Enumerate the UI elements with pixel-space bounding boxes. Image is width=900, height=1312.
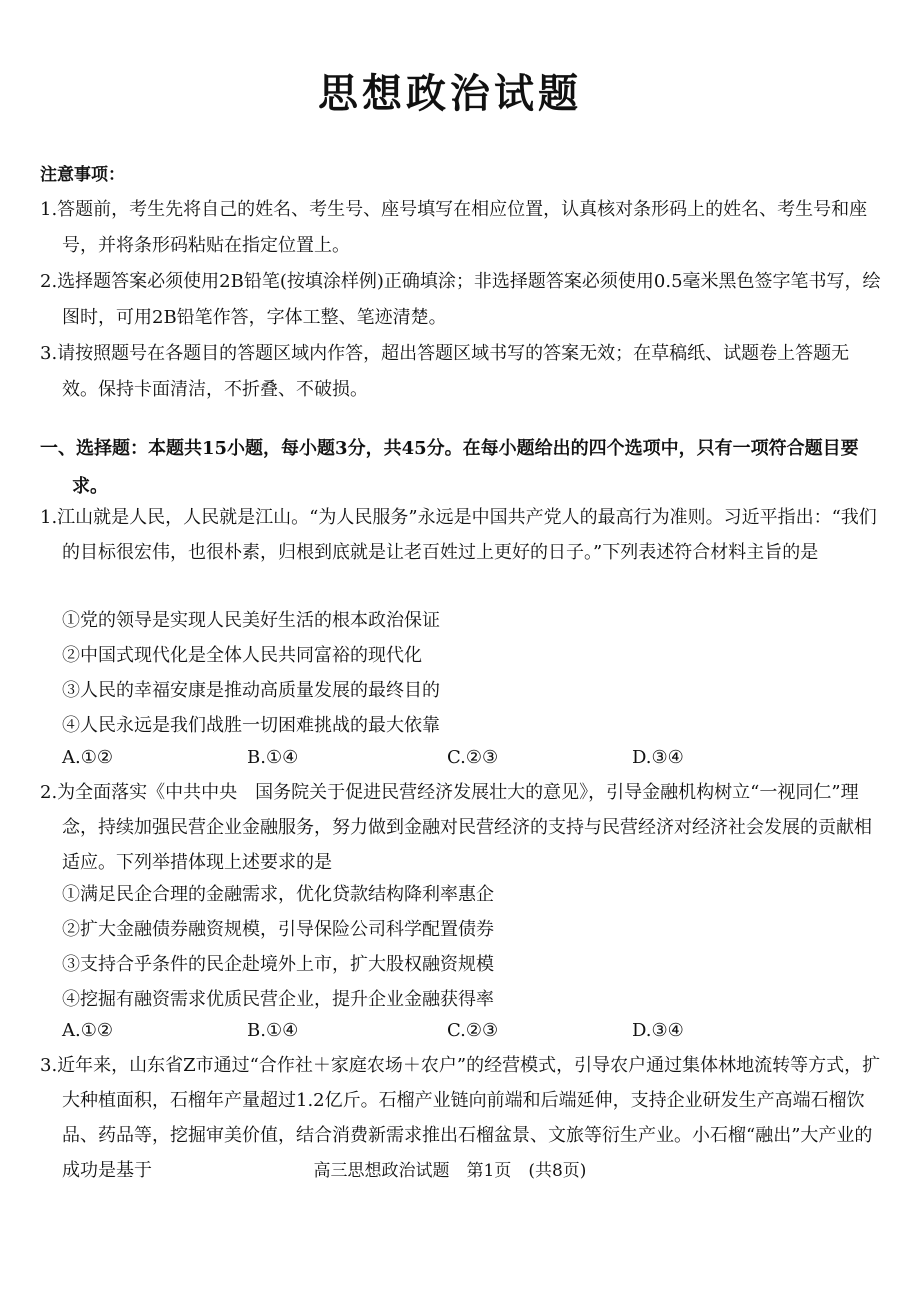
notice-item-1: 1.答题前，考生先将自己的姓名、考生号、座号填写在相应位置，认真核对条形码上的姓名、考生号和座号，并将条形码粘贴在指定位置上。: [40, 199, 868, 256]
notice-item-2: 2.选择题答案必须使用2B铅笔(按填涂样例)正确填涂；非选择题答案必须使用0.5毫米黑色签字笔书写，绘图时，可用2B铅笔作答，字体工整、笔迹清楚。: [40, 271, 881, 328]
question-3-stem: 3.近年来，山东省Z市通过“合作社＋家庭农场＋农户”的经营模式，引导农户通过集体林地流转等方式，扩大种植面积，石榴年产量超过1.2亿斤。石榴产业链向前端和后端延伸，支持企业研发生产高端石榴饮品、药品等，挖掘审美价值，结合消费新需求推出石榴盆景、文旅等衍生产业。小石榴“融出”大产业的成功是基于: [40, 1055, 881, 1181]
question-1-options: [62, 603, 862, 743]
page-title: 思想政治试题: [318, 70, 582, 117]
question-2-choice-c: C.②③: [447, 1020, 499, 1041]
question-1-option-1: ①党的领导是实现人民美好生活的根本政治保证: [62, 610, 440, 631]
question-1-choices: [62, 740, 862, 775]
question-2-choices: [62, 1013, 862, 1048]
notice-item-3: 3.请按照题号在各题目的答题区域内作答，超出答题区域书写的答案无效；在草稿纸、试题卷上答题无效。保持卡面清洁，不折叠、不破损。: [40, 343, 850, 400]
section-heading: 一、选择题：本题共15小题，每小题3分，共45分。在每小题给出的四个选项中，只有一项符合题目要求。: [40, 438, 859, 497]
question-1-choice-a: A.①②: [62, 747, 113, 768]
page-footer: 高三思想政治试题 第1页 (共8页): [313, 1161, 587, 1181]
question-2-choice-a: A.①②: [62, 1020, 113, 1041]
question-1-option-2: ②中国式现代化是全体人民共同富裕的现代化: [62, 645, 422, 666]
question-1-choice-c: C.②③: [447, 747, 499, 768]
question-2-option-2: ②扩大金融债券融资规模，引导保险公司科学配置债券: [62, 919, 494, 940]
question-2-option-1: ①满足民企合理的金融需求，优化贷款结构降利率惠企: [62, 884, 494, 905]
question-1-stem: 1.江山就是人民，人民就是江山。“为人民服务”永远是中国共产党人的最高行为准则。习近平指出：“我们的目标很宏伟，也很朴素，归根到底就是让老百姓过上更好的日子。”下列表述符合材料主旨的是: [40, 507, 877, 563]
notice-heading: 注意事项：: [40, 165, 125, 185]
question-2-options: [62, 877, 862, 1017]
question-2-choice-d: D.③④: [632, 1020, 684, 1041]
question-2-option-4: ④挖掘有融资需求优质民营企业，提升企业金融获得率: [62, 989, 494, 1010]
question-2-stem: 2.为全面落实《中共中央 国务院关于促进民营经济发展壮大的意见》，引导金融机构树立“一视同仁”理念，持续加强民营企业金融服务，努力做到金融对民营经济的支持与民营经济对经济社会发展的贡献相适应。下列举措体现上述要求的是: [40, 782, 872, 873]
question-1-choice-b: B.①④: [247, 747, 299, 768]
question-1-choice-d: D.③④: [632, 747, 684, 768]
question-1-option-4: ④人民永远是我们战胜一切困难挑战的最大依靠: [62, 715, 440, 736]
question-2-option-3: ③支持合乎条件的民企赴境外上市，扩大股权融资规模: [62, 954, 494, 975]
question-2-choice-b: B.①④: [247, 1020, 299, 1041]
question-1-option-3: ③人民的幸福安康是推动高质量发展的最终目的: [62, 680, 440, 701]
